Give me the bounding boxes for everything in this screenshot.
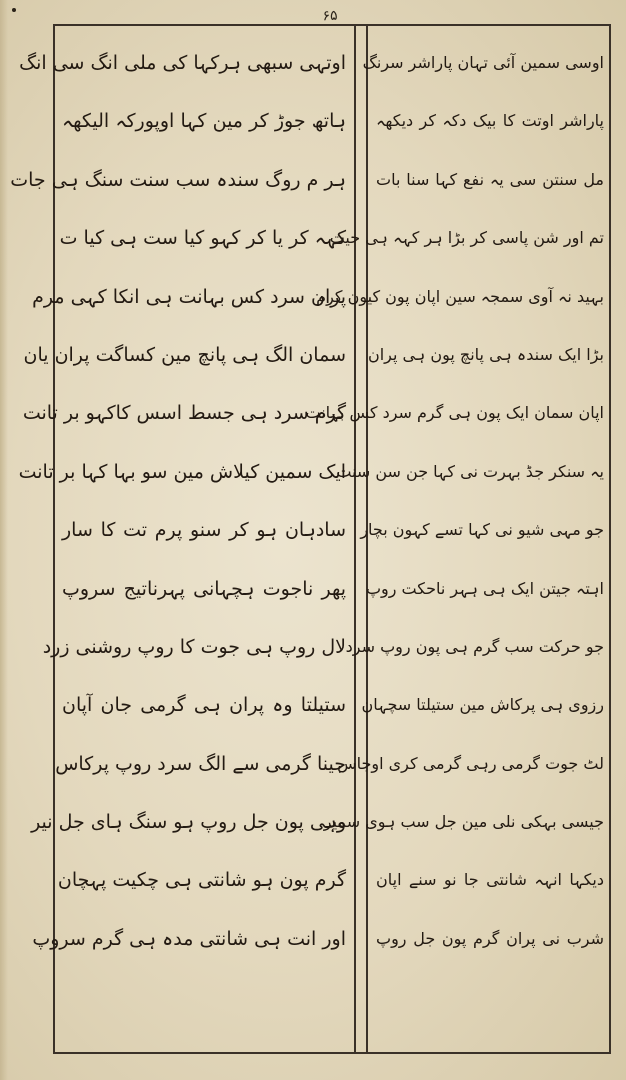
verse-line: ستیلتا وہ پران ہی گرمی جان آپان [62,694,346,717]
verse-line: رزوی ہی پرکاش مین ستیلتا سچہان [361,695,604,715]
page-edge-shadow [0,0,8,1080]
verse-line: لال روپ ہی جوت کا روپ روشنی زرد [42,635,346,658]
verse-line: اہتہ جیتن ایک ہی ہہر ناحکت روپ [365,578,604,598]
verse-line: گرم پون ہو شانتی ہی چکیت پہچان [57,869,346,892]
verse-line: بہید نہ آوی سمجہ سین اپان پون کیون کرم [316,286,604,306]
verse-line: اپان سمان ایک پون ہی گرم سرد کس بہانت [305,403,604,423]
verse-line: شرب نی پران گرم پون جل روپ [376,928,604,948]
verse-line: ہر م روگ سندہ سب سنت سنگ ہی جات [10,168,346,191]
verse-line: جو حرکت سب گرم ہی پون روپ سرد [345,636,604,656]
verse-line: یہ سنکر جڈ بہرت نی کہا جن سن سنت [336,461,604,481]
column-divider-left-rule [354,24,356,1054]
verse-line: جیسی بہکی نلی مین جل سب ہوی سمیر [323,812,604,832]
verse-line: اوسی سمین آئی تہان پاراشر سرنگ [362,53,604,72]
verse-line: جینا گرمی سے الگ سرد روپ پرکاس [55,752,346,775]
verse-line: لٹ جوت گرمی رہی گرمی کری اوجاس [337,753,604,773]
verse-line: اوتہی سبھی ہرکہا کی ملی انگ سی انگ [19,52,346,74]
verse-line: پران سرد کس بہانت ہی انکا کہی مرم [32,285,346,308]
verse-line: جو مہی شیو نی کہا تسے کہون بچار [360,520,604,540]
verse-line: پھر ناجوت ہچہانی پہرناتیج سروپ [62,577,346,600]
left-text-column [10,34,350,968]
verse-line: سادہان ہو کر سنو پرم تت کا سار [62,519,346,542]
verse-line: پاراشر اوتت کا بیک دکہ کر دیکھہ [376,111,604,131]
verse-line: سمان الگ ہی پانچ مین کساگت پران یان [23,343,346,366]
verse-line: ہاتھ جوڑ کر مین کہا اوپورکہ الیکھہ [62,110,346,133]
verse-line: اور انت ہی شانتی مدہ ہی گرم سروپ [32,927,346,950]
right-text-column [305,34,608,968]
verse-line: کہہ کر یا کر کہو کیا ست ہی کیا ت [59,227,346,250]
verse-line: مل سنتن سی یہ نفع کہا سنا بات [376,169,604,189]
verse-line: گرم سرد ہی جسط اسس کاکہو بر تانت [22,402,346,425]
verse-line: تم اور شن پاسی کر بڑا ہر کہہ ہی حیت [329,228,604,248]
verse-line: بڑا ایک سندہ ہی پانچ پون ہی پران [367,344,604,364]
ink-dot [12,8,16,12]
page-number: ۶۵ [322,7,338,25]
verse-line: ایک سمین کیلاش مین سو بہا کہا بر تانت [18,460,346,483]
verse-line: وہی پون جل روپ ہو سنگ ہای جل نیر [31,811,346,834]
verse-line: دیکہا انہہ شانتی جا نو سنے اپان [376,870,604,890]
